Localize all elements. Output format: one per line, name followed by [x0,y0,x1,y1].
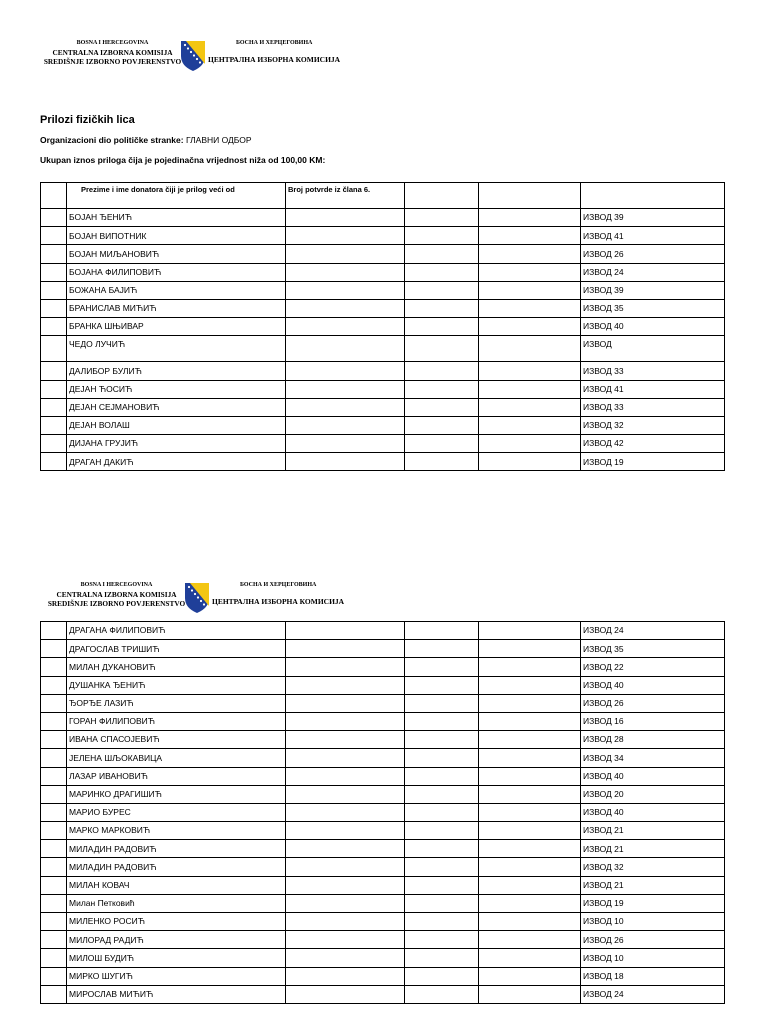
empty-cell [286,949,405,967]
donor-name-cell: ДРАГОСЛАВ ТРИШИЋ [67,640,286,658]
statement-ref-cell: ИЗВОД 42 [581,435,725,453]
statement-ref-cell: ИЗВОД 26 [581,931,725,949]
empty-cell [405,913,479,931]
donor-name-cell: ЧЕДО ЛУЧИЋ [67,336,286,362]
statement-ref-cell: ИЗВОД 20 [581,785,725,803]
empty-cell [405,822,479,840]
table-header-row [41,183,725,209]
empty-cell [286,967,405,985]
table-row [41,453,725,471]
table-row [41,676,725,694]
empty-cell [41,318,67,336]
empty-cell [41,622,67,640]
empty-cell [41,299,67,317]
empty-cell [479,658,581,676]
header-cell-empty [581,183,725,209]
empty-cell [41,840,67,858]
donor-name-cell: МИЛАН ДУКАНОВИЋ [67,658,286,676]
donor-name-cell: БРАНКА ШЊИВАР [67,318,286,336]
empty-cell [405,209,479,227]
letterhead-commission-croatian: SREDIŠNJE IZBORNO POVJERENSTVO [43,56,182,66]
statement-ref-cell: ИЗВОД 24 [581,263,725,281]
empty-cell [41,731,67,749]
empty-cell [405,931,479,949]
empty-cell [405,318,479,336]
letterhead-country-latin: BOSNA I HERCEGOVINA [76,40,149,46]
empty-cell [41,858,67,876]
header-donor-name: Prezime i ime donatora čiji je prilog veći od [67,183,286,209]
empty-cell [405,894,479,912]
empty-cell [405,416,479,434]
empty-cell [41,894,67,912]
statement-ref-cell: ИЗВОД 10 [581,949,725,967]
empty-cell [405,712,479,730]
table-row [41,803,725,821]
statement-ref-cell: ИЗВОД 26 [581,245,725,263]
table-row [41,785,725,803]
empty-cell [479,840,581,858]
empty-cell [41,913,67,931]
table-row [41,622,725,640]
donor-name-cell: МАРКО МАРКОВИЋ [67,822,286,840]
statement-ref-cell: ИЗВОД 26 [581,694,725,712]
letterhead-commission-cyrillic: ЦЕНТРАЛНА ИЗБОРНА КОМИСИЈА [212,597,345,606]
donor-name-cell: МИЛОШ БУДИЋ [67,949,286,967]
empty-cell [41,336,67,362]
empty-cell [41,435,67,453]
empty-cell [479,749,581,767]
empty-cell [286,362,405,380]
table-row [41,894,725,912]
empty-cell [286,985,405,1003]
empty-cell [286,209,405,227]
donor-name-cell: МИЛАДИН РАДОВИЋ [67,840,286,858]
empty-cell [41,658,67,676]
statement-ref-cell: ИЗВОД [581,336,725,362]
empty-cell [286,299,405,317]
table-row [41,949,725,967]
empty-cell [479,894,581,912]
empty-cell [479,380,581,398]
empty-cell [405,398,479,416]
empty-cell [479,209,581,227]
empty-cell [286,694,405,712]
bih-coat-of-arms-icon [180,40,206,72]
empty-cell [405,803,479,821]
empty-cell [405,985,479,1003]
empty-cell [479,453,581,471]
empty-cell [41,749,67,767]
empty-cell [479,694,581,712]
statement-ref-cell: ИЗВОД 24 [581,622,725,640]
statement-ref-cell: ИЗВОД 21 [581,840,725,858]
statement-ref-cell: ИЗВОД 19 [581,453,725,471]
empty-cell [41,362,67,380]
empty-cell [286,913,405,931]
empty-cell [405,694,479,712]
table-row [41,658,725,676]
donor-name-cell: МИРКО ШУГИЋ [67,967,286,985]
statement-ref-cell: ИЗВОД 21 [581,822,725,840]
empty-cell [286,785,405,803]
empty-cell [405,227,479,245]
table-row [41,245,725,263]
empty-cell [479,622,581,640]
empty-cell [286,712,405,730]
empty-cell [286,676,405,694]
statement-ref-cell: ИЗВОД 32 [581,858,725,876]
empty-cell [286,227,405,245]
empty-cell [286,245,405,263]
statement-ref-cell: ИЗВОД 21 [581,876,725,894]
table-row [41,822,725,840]
statement-ref-cell: ИЗВОД 35 [581,640,725,658]
empty-cell [41,263,67,281]
empty-cell [286,318,405,336]
empty-cell [286,803,405,821]
empty-cell [286,894,405,912]
donors-table-page2 [40,621,725,1004]
table-row [41,380,725,398]
empty-cell [405,858,479,876]
empty-cell [41,822,67,840]
header-cell-empty [479,183,581,209]
empty-cell [479,245,581,263]
empty-cell [286,640,405,658]
letterhead-country-cyrillic: БОСНА И ХЕРЦЕГОВИНА [236,40,313,46]
empty-cell [479,362,581,380]
table-row [41,640,725,658]
donor-name-cell: МАРИО БУРЕС [67,803,286,821]
bih-coat-of-arms-icon [184,582,210,614]
donor-name-cell: МАРИНКО ДРАГИШИЋ [67,785,286,803]
empty-cell [479,263,581,281]
empty-cell [286,731,405,749]
donor-name-cell: ДУШАНКА ЂЕНИЋ [67,676,286,694]
table-row [41,362,725,380]
statement-ref-cell: ИЗВОД 40 [581,676,725,694]
table-row [41,931,725,949]
empty-cell [286,858,405,876]
organization-label: Organizacioni dio političke stranke: [40,135,184,145]
statement-ref-cell: ИЗВОД 33 [581,398,725,416]
empty-cell [479,299,581,317]
empty-cell [479,767,581,785]
donor-name-cell: Милан Петковић [67,894,286,912]
table-row [41,694,725,712]
table-row [41,263,725,281]
empty-cell [286,416,405,434]
donor-name-cell: МИЛАН КОВАЧ [67,876,286,894]
table-row [41,318,725,336]
empty-cell [286,840,405,858]
empty-cell [41,985,67,1003]
empty-cell [479,676,581,694]
table-row [41,731,725,749]
empty-cell [41,767,67,785]
statement-ref-cell: ИЗВОД 19 [581,894,725,912]
statement-ref-cell: ИЗВОД 41 [581,380,725,398]
donor-name-cell: МИЛЕНКО РОСИЋ [67,913,286,931]
empty-cell [479,281,581,299]
table-row [41,336,725,362]
statement-ref-cell: ИЗВОД 33 [581,362,725,380]
empty-cell [41,453,67,471]
empty-cell [41,281,67,299]
empty-cell [286,931,405,949]
empty-cell [405,658,479,676]
empty-cell [405,785,479,803]
empty-cell [405,299,479,317]
empty-cell [479,227,581,245]
organization-value: ГЛАВНИ ОДБОР [185,135,252,145]
empty-cell [405,949,479,967]
empty-cell [41,676,67,694]
empty-cell [405,453,479,471]
table-row [41,281,725,299]
empty-cell [479,985,581,1003]
empty-cell [479,731,581,749]
donor-name-cell: БРАНИСЛАВ МИЋИЋ [67,299,286,317]
empty-cell [41,803,67,821]
empty-cell [405,336,479,362]
table-row [41,299,725,317]
donor-name-cell: МИЛОРАД РАДИЋ [67,931,286,949]
donor-name-cell: МИЛАДИН РАДОВИЋ [67,858,286,876]
statement-ref-cell: ИЗВОД 24 [581,985,725,1003]
empty-cell [405,380,479,398]
empty-cell [286,263,405,281]
empty-cell [405,281,479,299]
empty-cell [41,931,67,949]
header-confirmation-number: Broj potvrde iz člana 6. [286,183,405,209]
donor-name-cell: ДАЛИБОР БУЛИЋ [67,362,286,380]
empty-cell [41,967,67,985]
empty-cell [479,640,581,658]
empty-cell [405,362,479,380]
table-row [41,985,725,1003]
empty-cell [286,453,405,471]
empty-cell [286,658,405,676]
empty-cell [405,767,479,785]
statement-ref-cell: ИЗВОД 41 [581,227,725,245]
empty-cell [405,731,479,749]
empty-cell [41,785,67,803]
letterhead-country-cyrillic: БОСНА И ХЕРЦЕГОВИНА [240,582,317,588]
empty-cell [41,694,67,712]
donor-name-cell: ГОРАН ФИЛИПОВИЋ [67,712,286,730]
empty-cell [286,767,405,785]
donor-name-cell: ДРАГАНА ФИЛИПОВИЋ [67,622,286,640]
letterhead-latin [40,40,185,66]
empty-cell [405,876,479,894]
empty-cell [479,712,581,730]
letterhead-commission-cyrillic: ЦЕНТРАЛНА ИЗБОРНА КОМИСИЈА [208,55,341,64]
table-row [41,913,725,931]
statement-ref-cell: ИЗВОД 28 [581,731,725,749]
empty-cell [286,622,405,640]
empty-cell [405,840,479,858]
table-row [41,767,725,785]
empty-cell [286,281,405,299]
empty-cell [479,858,581,876]
donor-name-cell: БОЈАН ЂЕНИЋ [67,209,286,227]
empty-cell [286,749,405,767]
statement-ref-cell: ИЗВОД 35 [581,299,725,317]
empty-cell [405,245,479,263]
empty-cell [405,640,479,658]
donor-name-cell: ДЕЈАН ЋОСИЋ [67,380,286,398]
statement-ref-cell: ИЗВОД 40 [581,767,725,785]
donors-table-page1 [40,182,725,471]
empty-cell [286,398,405,416]
total-amount-label: Ukupan iznos priloga čija je pojedinačna vrijednost niža od 100,00 KM: [40,155,326,165]
empty-cell [286,435,405,453]
table-row [41,858,725,876]
donor-name-cell: БОЈАНА ФИЛИПОВИЋ [67,263,286,281]
donor-name-cell: ЛАЗАР ИВАНОВИЋ [67,767,286,785]
empty-cell [405,263,479,281]
table-row [41,398,725,416]
empty-cell [286,380,405,398]
header-cell-empty [41,183,67,209]
donor-name-cell: ДИЈАНА ГРУЈИЋ [67,435,286,453]
empty-cell [479,949,581,967]
empty-cell [479,822,581,840]
statement-ref-cell: ИЗВОД 16 [581,712,725,730]
statement-ref-cell: ИЗВОД 39 [581,209,725,227]
empty-cell [405,676,479,694]
table-row [41,967,725,985]
statement-ref-cell: ИЗВОД 10 [581,913,725,931]
letterhead-latin [44,582,189,608]
header-cell-empty [405,183,479,209]
empty-cell [41,640,67,658]
empty-cell [479,803,581,821]
organization-line [40,135,252,145]
empty-cell [286,876,405,894]
statement-ref-cell: ИЗВОД 39 [581,281,725,299]
table-row [41,416,725,434]
empty-cell [405,967,479,985]
statement-ref-cell: ИЗВОД 40 [581,803,725,821]
donor-name-cell: ДЕЈАН ВОЛАШ [67,416,286,434]
donor-name-cell: ДЕЈАН СЕЈМАНОВИЋ [67,398,286,416]
table-row [41,227,725,245]
table-row [41,876,725,894]
empty-cell [41,245,67,263]
empty-cell [479,967,581,985]
table-row [41,712,725,730]
empty-cell [479,318,581,336]
letterhead [40,40,360,90]
table-row [41,840,725,858]
statement-ref-cell: ИЗВОД 34 [581,749,725,767]
donor-name-cell: ИВАНА СПАСОЈЕВИЋ [67,731,286,749]
statement-ref-cell: ИЗВОД 22 [581,658,725,676]
empty-cell [405,622,479,640]
donor-name-cell: ЂОРЂЕ ЛАЗИЋ [67,694,286,712]
letterhead-commission-croatian: SREDIŠNJE IZBORNO POVJERENSTVO [47,598,186,608]
empty-cell [41,949,67,967]
empty-cell [479,876,581,894]
donor-name-cell: ДРАГАН ДАКИЋ [67,453,286,471]
donor-name-cell: ЈЕЛЕНА ШЉОКАВИЦА [67,749,286,767]
empty-cell [479,435,581,453]
empty-cell [41,712,67,730]
letterhead-country-latin: BOSNA I HERCEGOVINA [80,582,153,588]
empty-cell [41,227,67,245]
letterhead-commission-latin: CENTRALNA IZBORNA KOMISIJA [52,47,173,57]
empty-cell [479,416,581,434]
empty-cell [41,380,67,398]
donor-name-cell: БОЈАН МИЉАНОВИЋ [67,245,286,263]
empty-cell [286,336,405,362]
empty-cell [479,785,581,803]
empty-cell [405,435,479,453]
empty-cell [479,913,581,931]
empty-cell [286,822,405,840]
statement-ref-cell: ИЗВОД 40 [581,318,725,336]
letterhead-commission-latin: CENTRALNA IZBORNA KOMISIJA [56,589,177,599]
donor-name-cell: МИРОСЛАВ МИЋИЋ [67,985,286,1003]
table-row [41,435,725,453]
empty-cell [41,876,67,894]
donor-name-cell: БОЈАН ВИПОТНИК [67,227,286,245]
empty-cell [479,931,581,949]
donor-name-cell: БОЖАНА БАЈИЋ [67,281,286,299]
empty-cell [405,749,479,767]
empty-cell [41,209,67,227]
page-title: Prilozi fizičkih lica [40,114,135,126]
table-row [41,209,725,227]
empty-cell [479,398,581,416]
empty-cell [479,336,581,362]
empty-cell [41,416,67,434]
statement-ref-cell: ИЗВОД 32 [581,416,725,434]
table-row [41,749,725,767]
empty-cell [41,398,67,416]
statement-ref-cell: ИЗВОД 18 [581,967,725,985]
